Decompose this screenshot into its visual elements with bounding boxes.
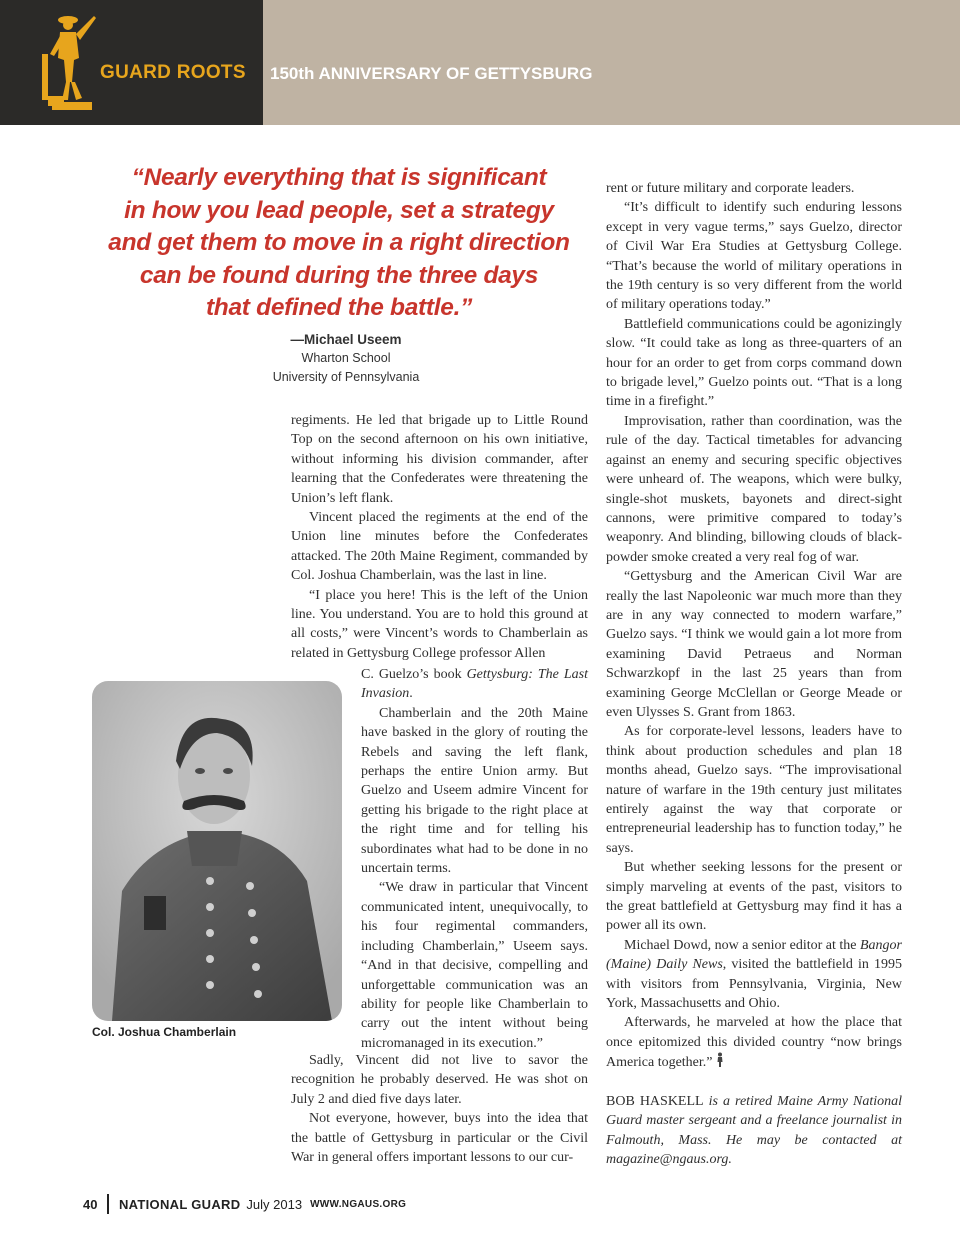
attribution-name: —Michael Useem — [290, 332, 402, 347]
article-column-middle-wrap — [361, 665, 588, 1053]
pull-quote — [84, 162, 594, 325]
banner-title: 150th ANNIVERSARY OF GETTYSBURG — [270, 64, 593, 83]
bio-name: BOB HASKELL — [606, 1093, 704, 1109]
page-number: 40 — [83, 1196, 98, 1212]
article-paragraph: Chamberlain and the 20th Maine have basked in the glory of routing the Rebels and saving the left flank, perhaps the entire Union army. But Guelzo and Useem admire Vincent for getting his brigade to the right place at the right time and for telling his subordinates what had to be done in no uncertain terms. — [361, 705, 588, 877]
article-paragraph: Sadly, Vincent did not live to savor the recognition he probably deserved. He was shot on July 2 and died five days later. — [291, 1053, 588, 1107]
article-paragraph: But whether seeking lessons for the present or simply marveling at events of the past, visitors to the great battlefield at Gettysburg may find it has a power all its own. — [606, 860, 902, 934]
text-run: Michael Dowd, now a senior editor at the — [624, 937, 860, 953]
article-paragraph: regiments. He led that brigade up to Little Round Top on the second afternoon on his own initiative, without informing his division commander, after learning that the Confederates were threatening the Union’s left flank. — [291, 413, 588, 506]
bio-text: is a retired Maine Army National Guard master sergeant and a freelance journalist in Falmouth, Mass. He may be contacted at magazine@ngaus.org. — [606, 1093, 903, 1167]
pull-quote-line: that defined the battle.” — [205, 294, 473, 321]
magazine-name: NATIONAL GUARD — [118, 1196, 241, 1212]
article-paragraph — [606, 936, 902, 1014]
text-run: C. Guelzo’s book — [361, 667, 467, 682]
text-run: , visited the battlefield in 1995 with visitors from Pennsylvania, Virginia, New York, Massachusetts and Ohio. — [606, 957, 903, 1012]
minuteman-end-mark-icon — [716, 1052, 724, 1068]
footer-divider — [107, 1194, 109, 1214]
article-paragraph: Battlefield communications could be agonizingly slow. “It could take as long as three-quarters of an hour for an order to get from corps command down to brigade level,” Guelzo points out. “That is a long time in a firefight.” — [606, 316, 902, 410]
attribution-affiliation: Wharton School — [301, 351, 391, 365]
attribution-affiliation: University of Pennsylvania — [272, 370, 420, 384]
page-footer — [83, 1194, 406, 1214]
minuteman-statue-icon — [38, 10, 100, 114]
article-column-middle-bottom — [291, 1051, 588, 1167]
article-paragraph — [361, 665, 588, 704]
newspaper-title: Bangor (Maine) Daily News — [606, 937, 902, 973]
section-label: GUARD ROOTS — [100, 62, 246, 83]
article-column-right — [606, 179, 902, 1169]
issue-date: July 2013 — [246, 1196, 303, 1212]
pull-quote-line: “Nearly everything that is significant — [131, 164, 547, 191]
author-bio — [606, 1092, 902, 1170]
article-paragraph: Vincent placed the regiments at the end of the Union line minutes before the Confederates attacked. The 20th Maine Regiment, commanded by Col. Joshua Chamberlain, was the last in line. — [291, 510, 588, 584]
article-paragraph: Not everyone, however, buys into the idea that the battle of Gettysburg in particular or the Civil War in general offers important lessons to our cur- — [291, 1111, 588, 1166]
pull-quote-line: can be found during the three days — [139, 261, 539, 289]
pull-quote-line: and get them to move in a right direction — [108, 229, 570, 256]
header-banner-tan — [263, 0, 960, 125]
article-paragraph: As for corporate-level lessons, leaders have to think about production schedules and plan 18 months ahead, Guelzo says. “The improvisational nature of warfare in the 19th century just militates entirely against the way that corporate or entrepreneurial leadership has to function today,” he says. — [606, 724, 902, 856]
chamberlain-portrait-photo — [92, 681, 342, 1021]
article-paragraph: “Gettysburg and the American Civil War are really the last Napoleonic war much more than they are in any way connected to modern warfare,” Guelzo says. “I think we would gain a lot more from examining David Petraeus and Norman Schwarzkopf in the last 25 years than from examining George McClellan or George Meade or even Ulysses S. Grant from 1863. — [606, 569, 902, 720]
text-run: Afterwards, he marveled at how the place that once epitomized this divided country “now brings America together.” — [606, 1015, 902, 1071]
photo-caption: Col. Joshua Chamberlain — [92, 1025, 237, 1039]
article-paragraph: Improvisation, rather than coordination, was the rule of the day. Tactical timetables for advancing against an enemy and securing specific objectives were unheard of. The weapons, which were bulky, single-shot muskets, bayonets and direct-sight cannons, were primitive compared to today’s weaponry. And blinding, billowing clouds of black-powder smoke created a very real fog of war. — [606, 413, 902, 565]
pull-quote-line: in how you lead people, set a strategy — [124, 196, 554, 224]
article-paragraph: “It’s difficult to identify such enduring lessons except in very vague terms,” says Guelzo, director of Civil War Era Studies at Gettysburg College. “That’s because the world of military operations in the 19th century is so very different from the world of military operations today.” — [606, 200, 902, 313]
quote-attribution — [246, 330, 446, 387]
article-paragraph — [606, 1013, 902, 1072]
text-run: . — [409, 686, 413, 702]
book-title: Gettysburg: The Last Invasion — [361, 667, 589, 702]
article-paragraph: “We draw in particular that Vincent communicated intent, unequivocally, to his four regimental commanders, including Chamberlain,” Useem says. “And in that decisive, compelling and unforgettable communication was an ability for people like Chamberlain to carry out the intent without being micromanaged in its execution.” — [361, 880, 588, 1051]
website-link[interactable]: WWW.NGAUS.ORG — [310, 1198, 407, 1210]
article-paragraph: “I place you here! This is the left of the Union line. You understand. You are to hold this ground at all costs,” were Vincent’s words to Chamberlain as related in Gettysburg College professor Allen — [291, 587, 588, 661]
article-paragraph: rent or future military and corporate leaders. — [606, 181, 855, 196]
article-column-middle-top — [291, 411, 588, 663]
